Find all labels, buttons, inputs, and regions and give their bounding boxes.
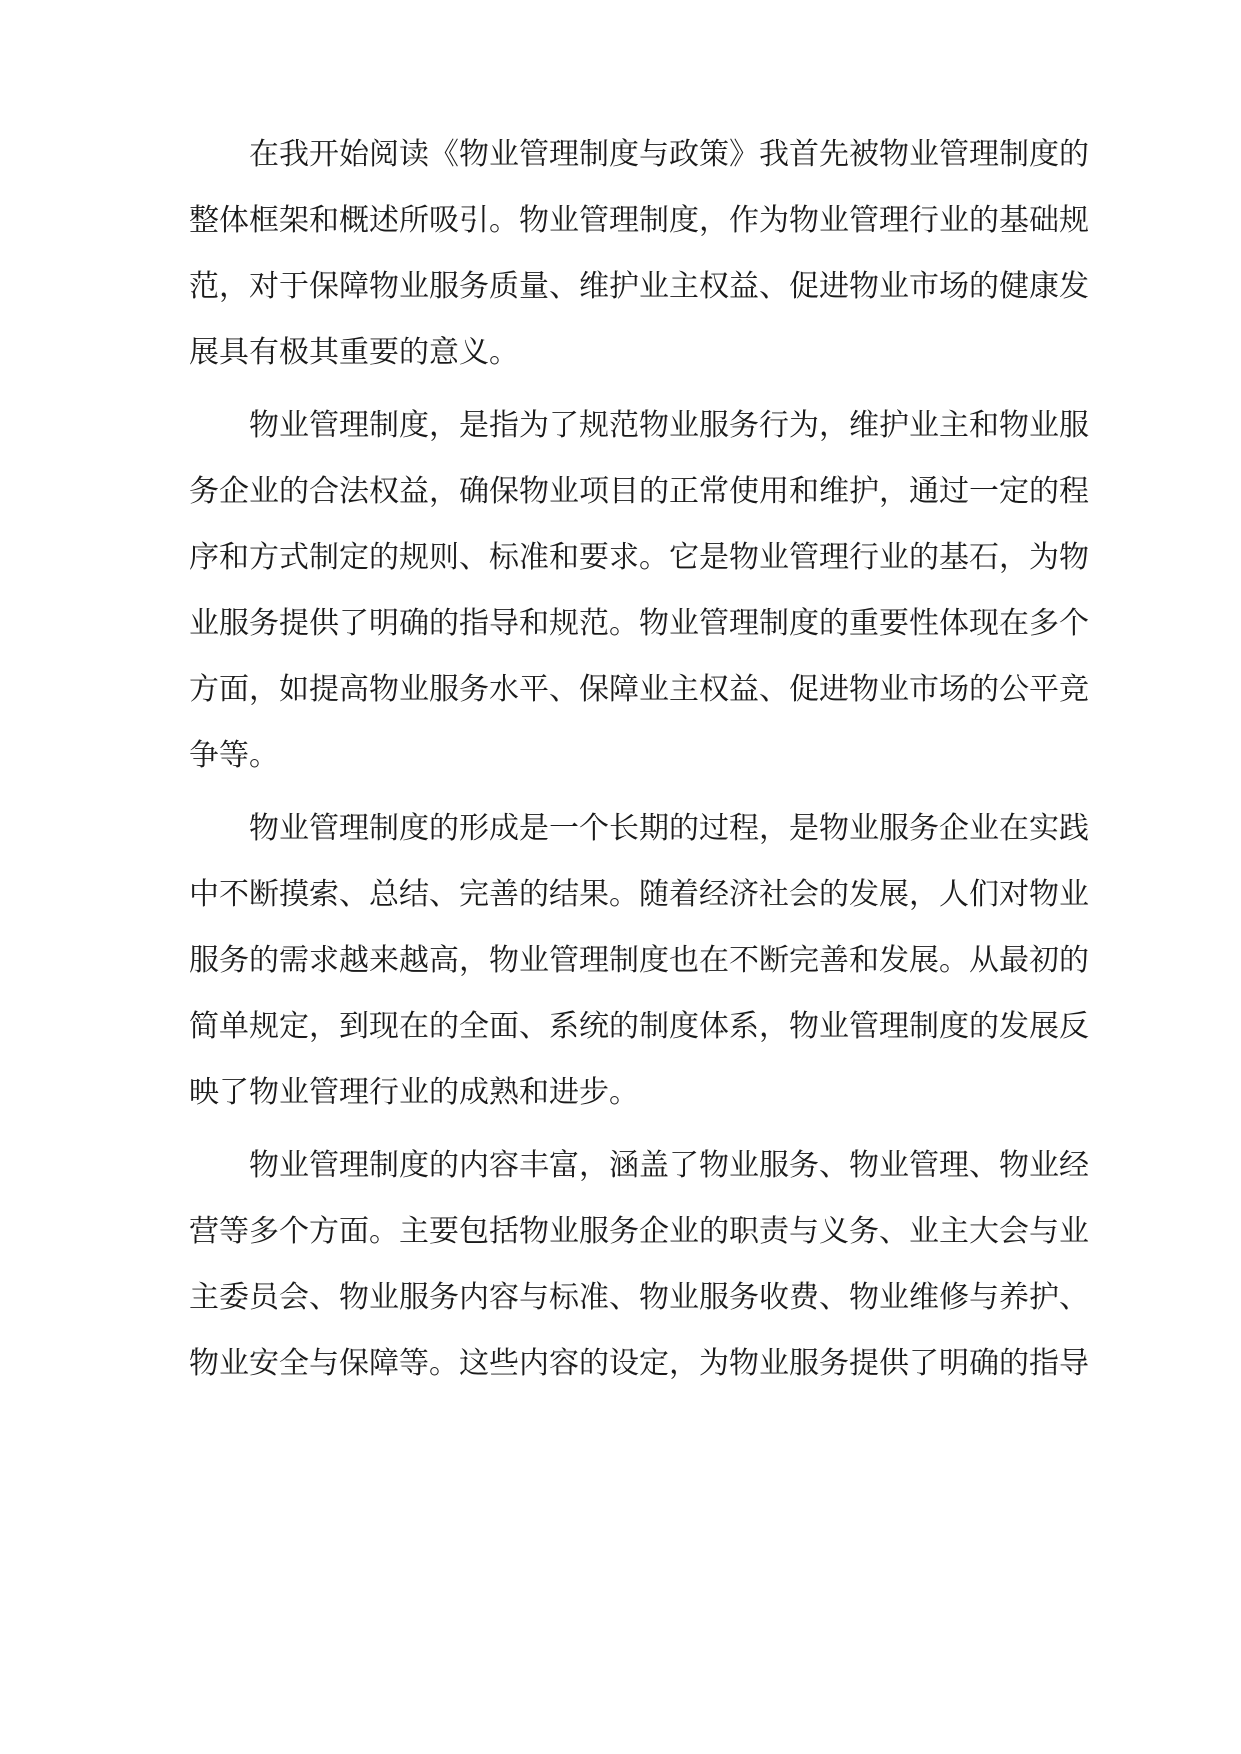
text-line: 映了物业管理行业的成熟和进步。 [189,1075,639,1110]
text-line: 主委员会、物业服务内容与标准、物业服务收费、物业维修与养护、 [189,1280,1089,1315]
text-line: 序和方式制定的规则、标准和要求。它是物业管理行业的基石，为物 [189,540,1089,575]
text-line: 物业安全与保障等。这些内容的设定，为物业服务提供了明确的指导 [189,1346,1089,1381]
text-line: 物业管理制度的内容丰富，涵盖了物业服务、物业管理、物业经 [249,1148,1089,1183]
text-line: 展具有极其重要的意义。 [189,335,519,370]
text-line: 方面，如提高物业服务水平、保障业主权益、促进物业市场的公平竞 [189,672,1089,707]
text-line: 物业管理制度，是指为了规范物业服务行为，维护业主和物业服 [249,408,1089,443]
text-line: 整体框架和概述所吸引。物业管理制度，作为物业管理行业的基础规 [189,203,1089,238]
text-line: 物业管理制度的形成是一个长期的过程，是物业服务企业在实践 [249,811,1089,846]
text-line: 简单规定，到现在的全面、系统的制度体系，物业管理制度的发展反 [189,1009,1089,1044]
text-line: 在我开始阅读《物业管理制度与政策》我首先被物业管理制度的 [249,137,1089,172]
text-line: 范，对于保障物业服务质量、维护业主权益、促进物业市场的健康发 [189,269,1089,304]
text-line: 服务的需求越来越高，物业管理制度也在不断完善和发展。从最初的 [189,943,1089,978]
text-line: 争等。 [189,738,279,773]
text-line: 中不断摸索、总结、完善的结果。随着经济社会的发展，人们对物业 [189,877,1089,912]
text-line: 务企业的合法权益，确保物业项目的正常使用和维护，通过一定的程 [189,474,1089,509]
text-line: 业服务提供了明确的指导和规范。物业管理制度的重要性体现在多个 [189,606,1089,641]
text-line: 营等多个方面。主要包括物业服务企业的职责与义务、业主大会与业 [189,1214,1089,1249]
